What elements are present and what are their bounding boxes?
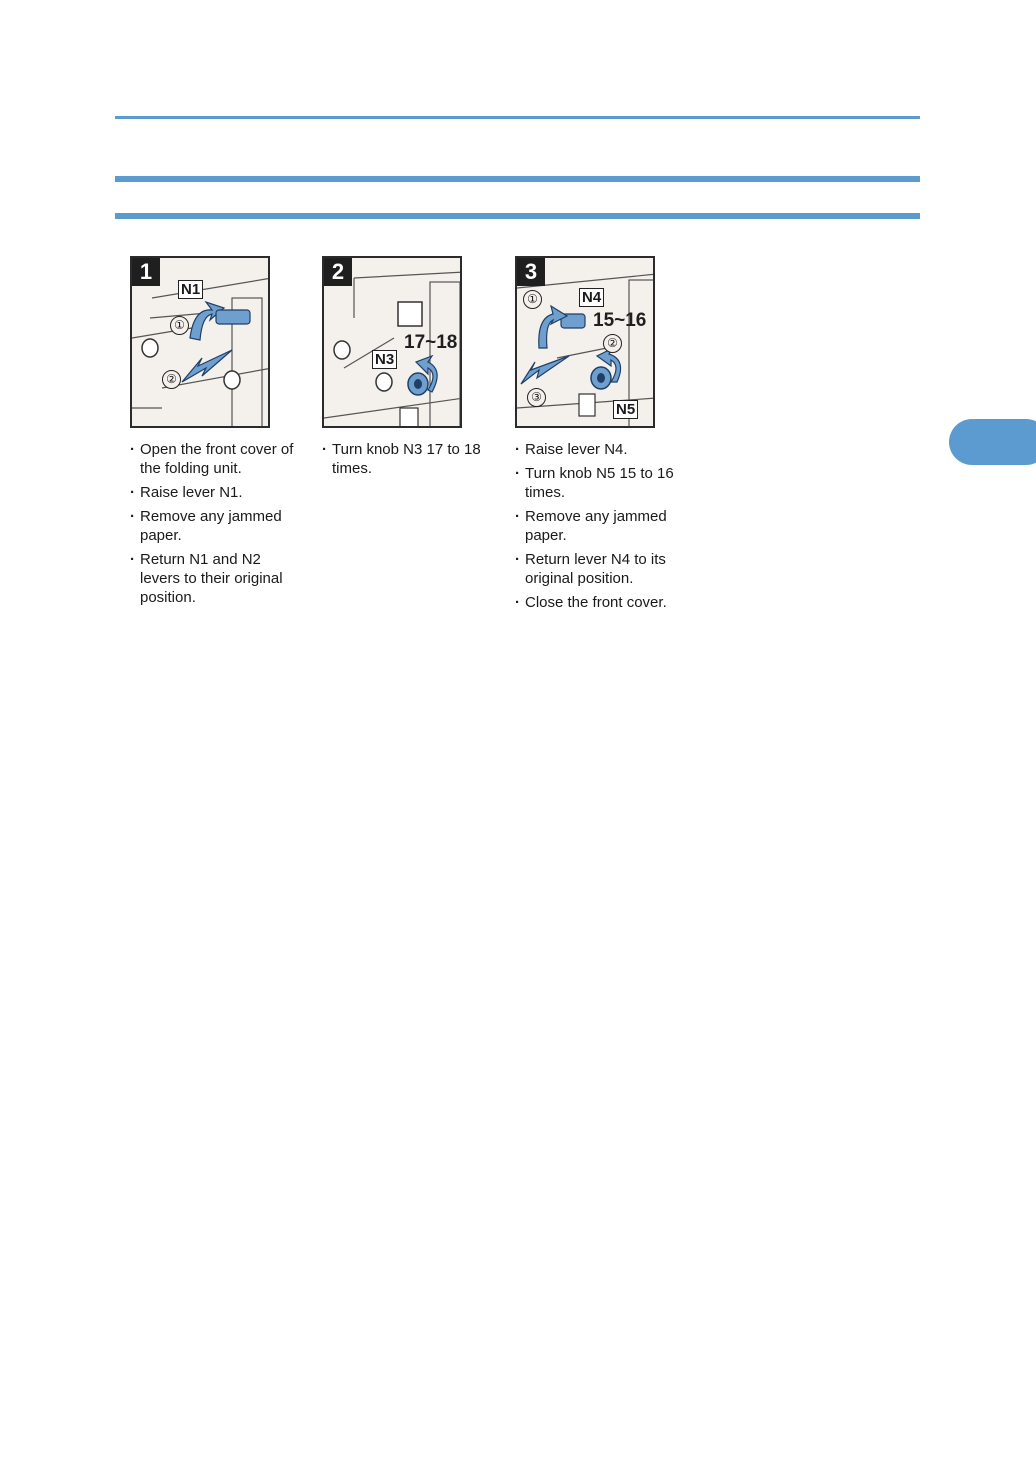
- step-3-illustration: [515, 256, 655, 428]
- instruction-item: · Remove any jammed paper.: [130, 507, 300, 545]
- step-1-illustration: [130, 256, 270, 428]
- turn-count: 15~16: [593, 310, 647, 331]
- instruction-item: · Turn knob N3 17 to 18 times.: [322, 440, 492, 478]
- step-number-badge: 2: [324, 258, 352, 286]
- step-3-instructions: [515, 440, 685, 612]
- step-1: [130, 256, 310, 612]
- instruction-item: · Remove any jammed paper.: [515, 507, 685, 545]
- turn-count: 17~18: [404, 332, 458, 353]
- circled-step-1: ①: [170, 316, 189, 335]
- instruction-item: · Turn knob N5 15 to 16 times.: [515, 464, 685, 502]
- chapter-tab-marker: [949, 419, 1036, 465]
- section-rule: [115, 213, 920, 219]
- step-2-illustration: [322, 256, 462, 428]
- instruction-item: · Raise lever N4.: [515, 440, 685, 459]
- instruction-item: · Raise lever N1.: [130, 483, 300, 502]
- circled-step-3: ③: [527, 388, 546, 407]
- instruction-item: · Return lever N4 to its original position.: [515, 550, 685, 588]
- instruction-item: · Open the front cover of the folding unit.: [130, 440, 300, 478]
- instruction-item: · Close the front cover.: [515, 593, 685, 612]
- step-1-instructions: [130, 440, 300, 607]
- lever-label-n1: N1: [178, 280, 203, 299]
- step-2: [322, 256, 502, 483]
- instruction-item: · Return N1 and N2 levers to their original position.: [130, 550, 300, 607]
- header-rule-thin: [115, 116, 920, 119]
- step-number-badge: 1: [132, 258, 160, 286]
- circled-step-1: ①: [523, 290, 542, 309]
- knob-label-n5: N5: [613, 400, 638, 419]
- header-rule-thick: [115, 176, 920, 182]
- circled-step-2: ②: [162, 370, 181, 389]
- knob-label-n3: N3: [372, 350, 397, 369]
- step-2-instructions: [322, 440, 492, 478]
- circled-step-2: ②: [603, 334, 622, 353]
- lever-label-n4: N4: [579, 288, 604, 307]
- step-number-badge: 3: [517, 258, 545, 286]
- step-3: [515, 256, 695, 617]
